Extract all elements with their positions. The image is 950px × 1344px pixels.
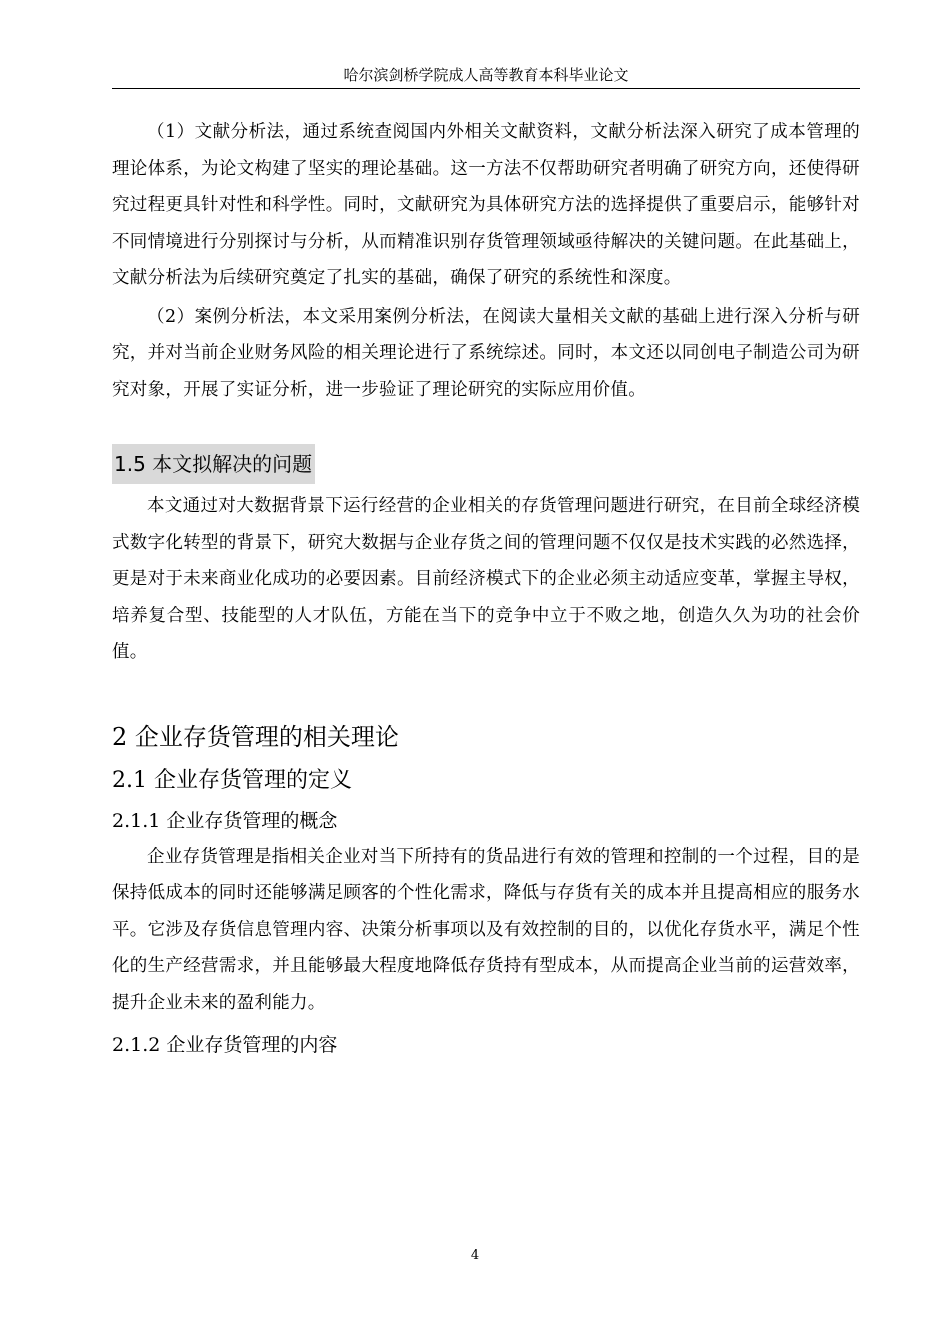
page-number: 4 (470, 1248, 480, 1263)
page-body (112, 114, 860, 1063)
running-header: 哈尔滨剑桥学院成人高等教育本科毕业论文 (343, 66, 629, 84)
subsection-heading-2-1-1: 2.1.1 企业存货管理的概念 (112, 809, 338, 832)
chapter-heading-2: 2 企业存货管理的相关理论 (112, 722, 399, 751)
method-paragraph-case-study: （2）案例分析法，本文采用案例分析法，在阅读大量相关文献的基础上进行深入分析与研究，并对当前企业财务风险的相关理论进行了系统综述。同时，本文还以同创电子制造公司为研究对象，开展了实证分析，进一步验证了理论研究的实际应用价值。 (112, 306, 860, 400)
section-heading-2-1: 2.1 企业存货管理的定义 (112, 767, 352, 793)
method-paragraph-literature: （1）文献分析法，通过系统查阅国内外相关文献资料，文献分析法深入研究了成本管理的理论体系，为论文构建了坚实的理论基础。这一方法不仅帮助研究者明确了研究方向，还使得研究过程更具针对性和科学性。同时，文献研究为具体研究方法的选择提供了重要启示，能够针对不同情境进行分别探讨与分析，从而精准识别存货管理领域亟待解决的关键问题。在此基础上，文献分析法为后续研究奠定了扎实的基础，确保了研究的系统性和深度。 (112, 122, 860, 288)
subsection-2-1-1-paragraph: 企业存货管理是指相关企业对当下所持有的货品进行有效的管理和控制的一个过程，目的是保持低成本的同时还能够满足顾客的个性化需求，降低与存货有关的成本并且提高相应的服务水平。它涉及存货信息管理内容、决策分析事项以及有效控制的目的，以优化存货水平，满足个性化的生产经营需求，并且能够最大程度地降低存货持有型成本，从而提高企业当前的运营效率，提升企业未来的盈利能力。 (112, 846, 860, 1013)
section-heading-1-5: 1.5 本文拟解决的问题 (112, 444, 315, 484)
header-divider (112, 88, 860, 89)
section-1-5-paragraph: 本文通过对大数据背景下运行经营的企业相关的存货管理问题进行研究，在目前全球经济模式数字化转型的背景下，研究大数据与企业存货之间的管理问题不仅仅是技术实践的必然选择，更是对于未来商业化成功的必要因素。目前经济模式下的企业必须主动适应变革，掌握主导权，培养复合型、技能型的人才队伍，方能在当下的竞争中立于不败之地，创造久久为功的社会价值。 (112, 496, 860, 662)
subsection-heading-2-1-2: 2.1.2 企业存货管理的内容 (112, 1034, 338, 1056)
